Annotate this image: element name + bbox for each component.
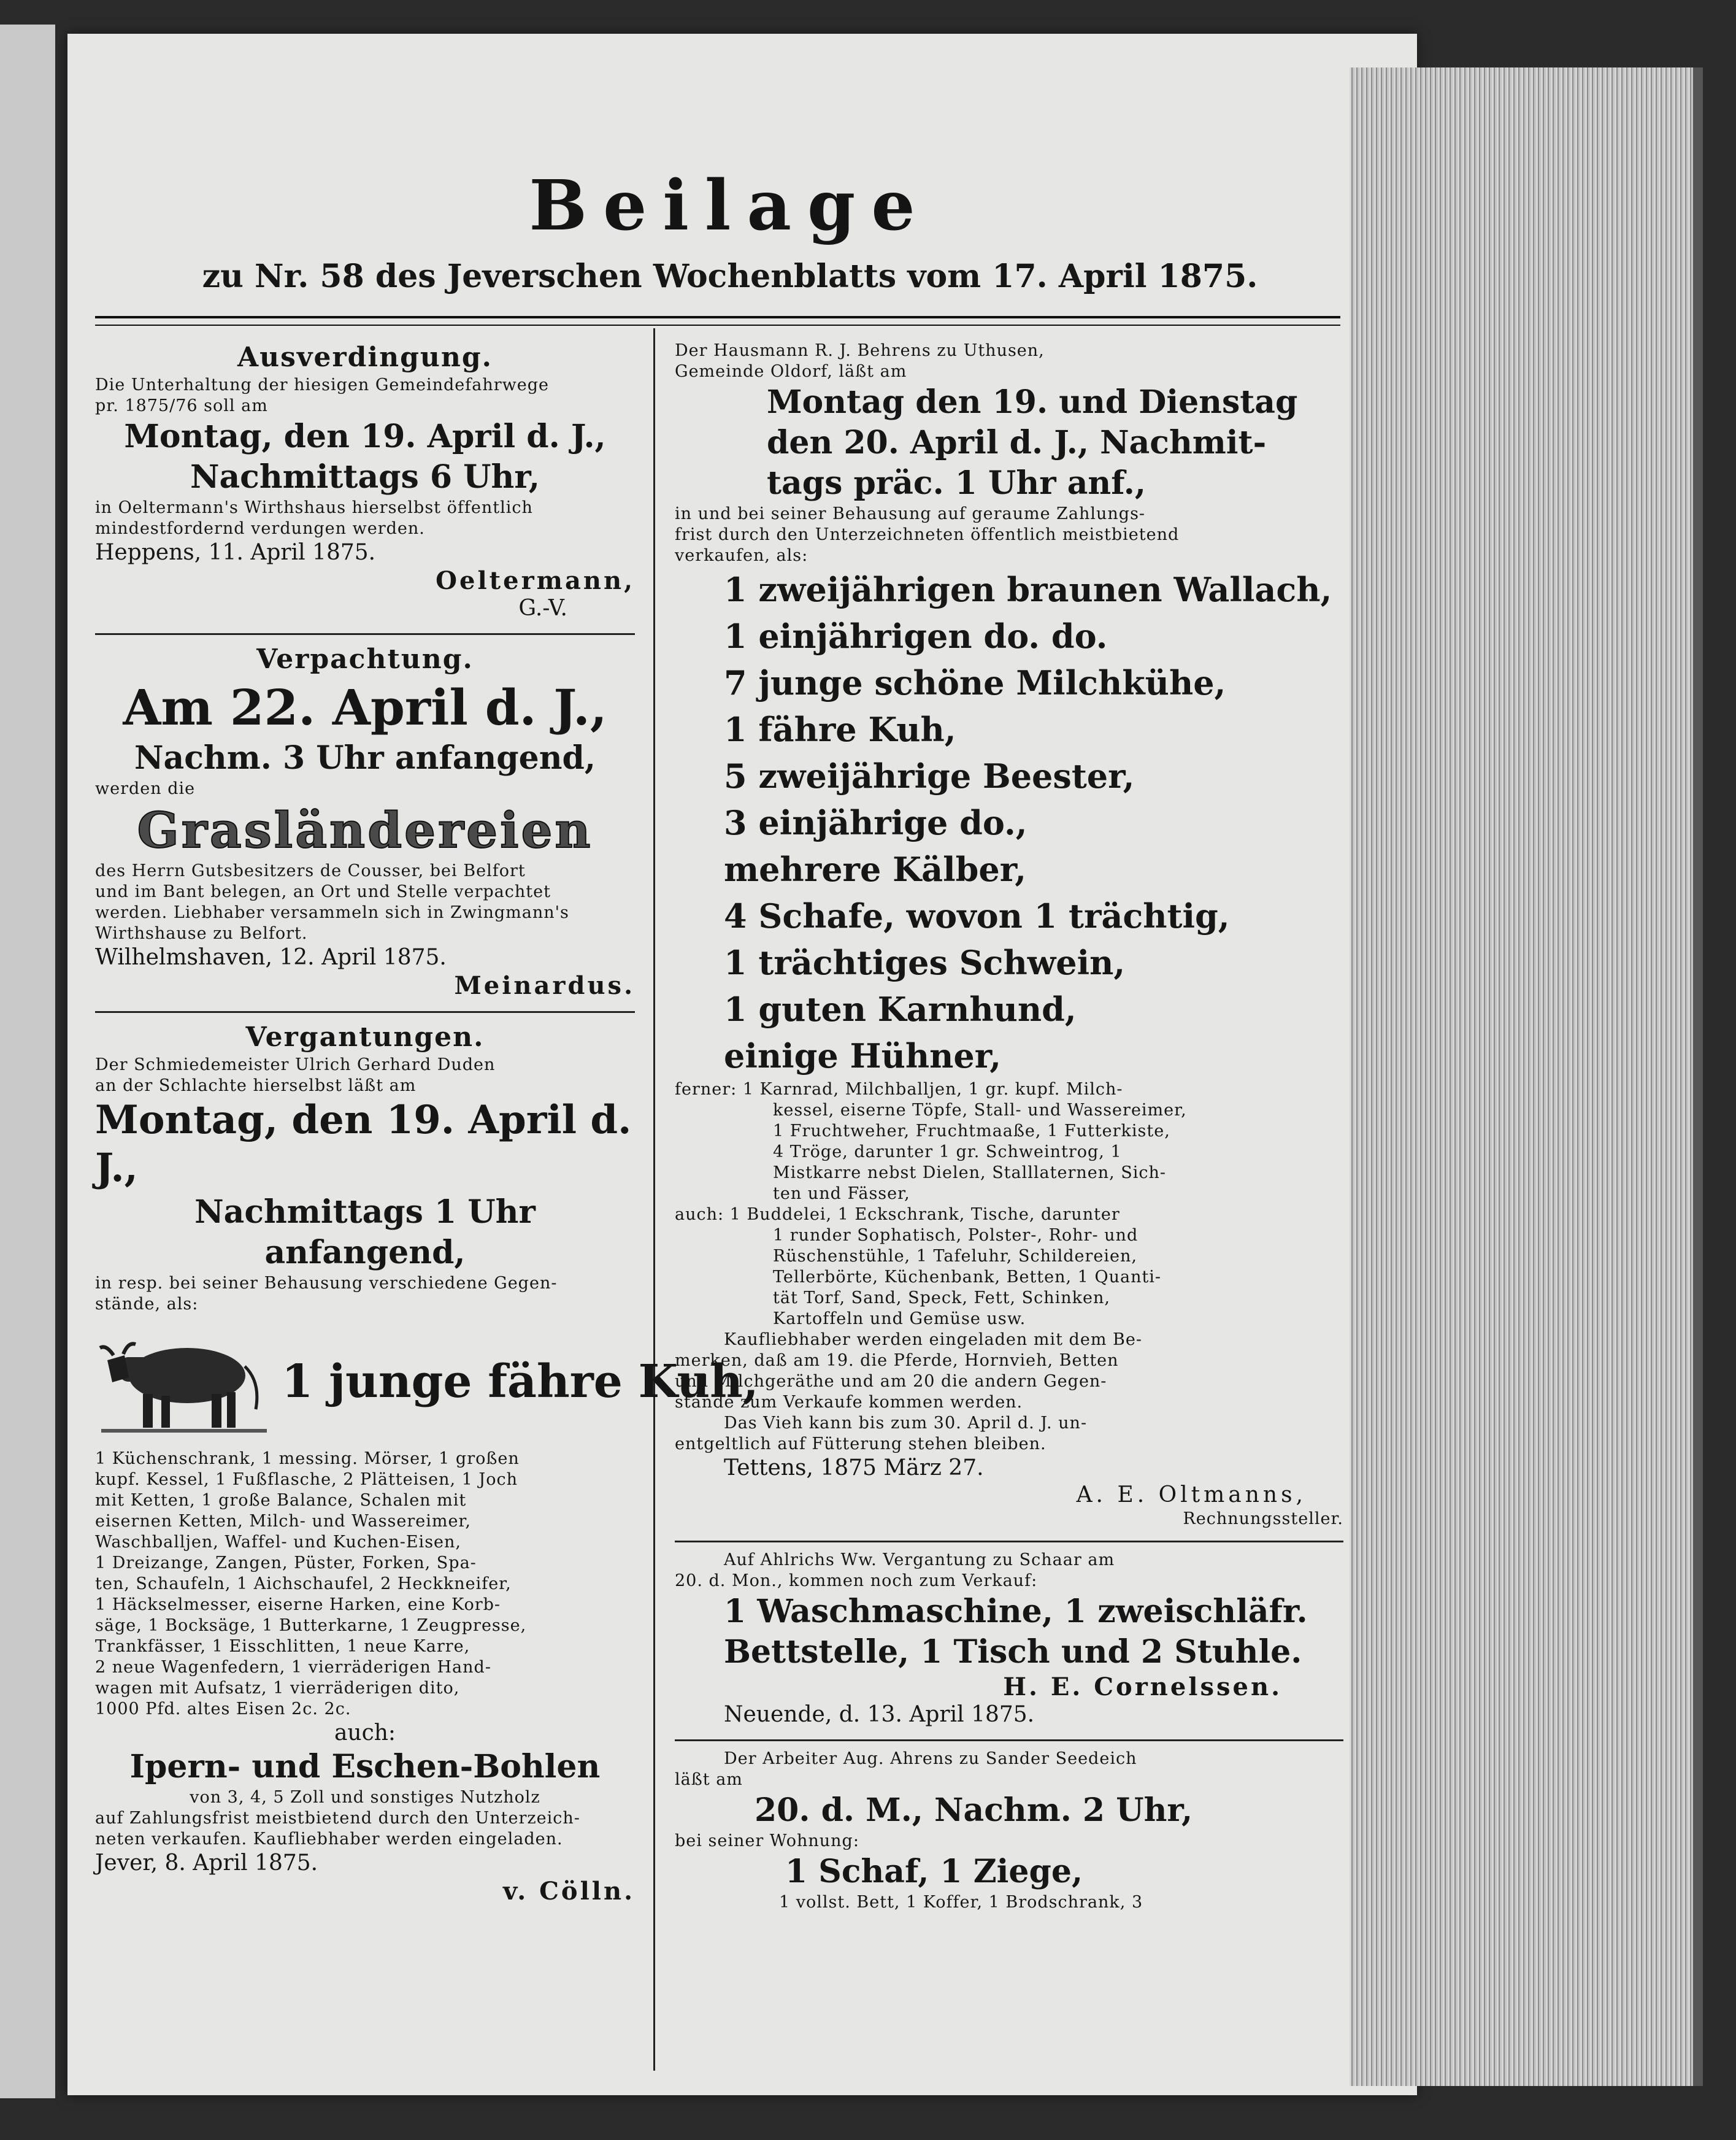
ad-text: in resp. bei seiner Behausung verschiedene Gegen- — [95, 1274, 558, 1293]
ad-text: Auf Ahlrichs Ww. Vergantung zu Schaar am — [724, 1550, 1115, 1569]
masthead-subtitle: zu Nr. 58 des Jeverschen Wochenblatts vom 17. April 1875. — [202, 258, 1258, 295]
list-item: 7 junge schöne Milchkühe, — [724, 663, 1226, 702]
ad-text: ferner: 1 Karnrad, Milchballjen, 1 gr. kupf. Milch- — [675, 1080, 1123, 1099]
section-rule — [675, 1739, 1343, 1741]
ad-text: pr. 1875/76 soll am — [95, 396, 268, 415]
list-item: 4 Schafe, wovon 1 trächtig, — [724, 896, 1230, 936]
ad-text: neten verkaufen. Kaufliebhaber werden eingeladen. — [95, 1830, 563, 1849]
ad-text: Rüschenstühle, 1 Tafeluhr, Schildereien, — [773, 1247, 1137, 1266]
ad-text: Die Unterhaltung der hiesigen Gemeindefahrwege — [95, 375, 549, 395]
ad-time: Nachmittags 1 Uhr anfangend, — [194, 1193, 536, 1271]
ad-text: Das Vieh kann bis zum 30. April d. J. un- — [724, 1414, 1088, 1433]
ad-behrens — [675, 341, 1343, 1530]
ad-headline: 1 Waschmaschine, 1 zweischläfr. — [724, 1593, 1308, 1630]
ad-title: Vergantungen. — [245, 1022, 485, 1053]
ad-text: merken, daß am 19. die Pferde, Hornvieh, Betten — [675, 1351, 1119, 1370]
section-rule — [675, 1541, 1343, 1542]
list-item: einige Hühner, — [724, 1036, 1002, 1076]
ad-text: verkaufen, als: — [675, 546, 808, 565]
livestock-list — [675, 566, 1343, 1079]
ad-headline: Ipern- und Eschen-Bohlen — [129, 1748, 601, 1785]
ad-text: an der Schlachte hierselbst läßt am — [95, 1076, 417, 1095]
ad-text: Trankfässer, 1 Eisschlitten, 1 neue Karre, — [95, 1637, 470, 1656]
ad-text: werden die — [95, 779, 196, 798]
ad-text: 20. d. Mon., kommen noch zum Verkauf: — [675, 1571, 1038, 1590]
ad-text: Mistkarre nebst Dielen, Stalllaternen, Sich- — [773, 1163, 1167, 1182]
ad-text: frist durch den Unterzeichneten öffentlich meistbietend — [675, 525, 1180, 544]
ad-text: Kaufliebhaber werden eingeladen mit dem Be- — [724, 1330, 1142, 1349]
ad-place-date: Neuende, d. 13. April 1875. — [724, 1702, 1035, 1727]
ad-vergantungen — [95, 1020, 759, 1906]
ad-text: des Herrn Gutsbesitzers de Cousser, bei Belfort — [95, 861, 526, 880]
ad-signature: A. E. Oltmanns, — [1076, 1482, 1307, 1507]
ad-text: Der Arbeiter Aug. Ahrens zu Sander Seedeich — [724, 1749, 1137, 1768]
ad-text: 1 Fruchtweher, Fruchtmaaße, 1 Futterkiste, — [773, 1122, 1170, 1141]
ad-date: Montag, den 19. April d. J., — [95, 1097, 632, 1191]
ad-date: Montag, den 19. April d. J., — [124, 418, 606, 455]
ad-text: entgeltlich auf Fütterung stehen bleiben. — [675, 1434, 1047, 1453]
ad-signature-title: Rechnungssteller. — [1183, 1509, 1343, 1528]
ad-text: und Milchgeräthe und am 20 die andern Gegen- — [675, 1372, 1107, 1391]
list-item: 1 fähre Kuh, — [724, 710, 956, 749]
ad-text: 1 runder Sophatisch, Polster-, Rohr- und — [773, 1226, 1139, 1245]
list-item: 1 einjährigen do. do. — [724, 617, 1108, 656]
ad-text: ten und Fässer, — [773, 1184, 910, 1203]
ad-text: auch: — [334, 1720, 396, 1745]
ad-signature: Oeltermann, — [436, 566, 635, 595]
ad-text: auf Zahlungsfrist meistbietend durch den Unterzeich- — [95, 1809, 580, 1828]
section-rule — [95, 633, 635, 635]
ad-text: stände, als: — [95, 1295, 199, 1314]
ad-text: tät Torf, Sand, Speck, Fett, Schinken, — [773, 1288, 1110, 1307]
ad-ausverdingung — [95, 341, 635, 622]
ad-text: 1 Dreizange, Zangen, Püster, Forken, Spa- — [95, 1553, 477, 1572]
ad-ahlrichs — [675, 1550, 1343, 1728]
ad-text: 1 Küchenschrank, 1 messing. Mörser, 1 großen — [95, 1449, 520, 1468]
ad-title: Ausverdingung. — [237, 342, 493, 373]
ad-text: Der Schmiedemeister Ulrich Gerhard Duden — [95, 1055, 496, 1074]
book-page-edges — [1350, 67, 1703, 2086]
ad-place-date: Heppens, 11. April 1875. — [95, 540, 376, 565]
ad-signature: Meinardus. — [454, 971, 635, 1000]
list-item: 3 einjährige do., — [724, 803, 1027, 842]
ad-date: Am 22. April d. J., — [123, 679, 607, 736]
newspaper-page — [67, 34, 1417, 2095]
ad-time: Nachmittags 6 Uhr, — [190, 458, 540, 496]
list-item: mehrere Kälber, — [724, 850, 1027, 889]
ad-date: den 20. April d. J., Nachmit- — [767, 424, 1267, 461]
ad-text: eisernen Ketten, Milch- und Wassereimer, — [95, 1512, 471, 1531]
ad-text: 1 Häckselmesser, eiserne Harken, eine Korb- — [95, 1595, 501, 1614]
ad-text: stände zum Verkaufe kommen werden. — [675, 1393, 1023, 1412]
masthead-title: Beilage — [529, 166, 931, 246]
ad-headline: Grasländereien — [137, 801, 593, 859]
ad-text: Der Hausmann R. J. Behrens zu Uthusen, — [675, 341, 1045, 360]
ad-headline: Bettstelle, 1 Tisch und 2 Stuhle. — [724, 1633, 1302, 1671]
cow-illustration-row — [95, 1323, 759, 1440]
ad-text: läßt am — [675, 1770, 743, 1789]
ad-text: bei seiner Wohnung: — [675, 1831, 859, 1850]
ad-text: in Oeltermann's Wirthshaus hierselbst öffentlich — [95, 498, 533, 517]
ad-signature: v. Cölln. — [503, 1877, 635, 1906]
list-item: 1 zweijährigen braunen Wallach, — [724, 570, 1332, 609]
right-column — [675, 341, 1343, 1913]
ad-headline: 1 junge fähre Kuh, — [282, 1355, 759, 1408]
ad-date: 20. d. M., Nachm. 2 Uhr, — [755, 1792, 1193, 1829]
ad-text: auch: 1 Buddelei, 1 Eckschrank, Tische, darunter — [675, 1205, 1120, 1224]
ad-place-date: Wilhelmshaven, 12. April 1875. — [95, 945, 447, 970]
ad-text: mindestfordernd verdungen werden. — [95, 519, 425, 538]
ad-date: Montag den 19. und Dienstag — [767, 383, 1298, 421]
ad-text: Wirthshause zu Belfort. — [95, 924, 308, 943]
ad-text: 1 vollst. Bett, 1 Koffer, 1 Brodschrank, 3 — [779, 1893, 1143, 1912]
ad-signature: H. E. Cornelssen. — [1003, 1672, 1282, 1701]
ad-text: ten, Schaufeln, 1 Aichschaufel, 2 Heckkneifer, — [95, 1574, 512, 1593]
ad-text: Kartoffeln und Gemüse usw. — [773, 1309, 1026, 1328]
list-item: 5 zweijährige Beester, — [724, 756, 1135, 796]
ad-text: Waschballjen, Waffel- und Kuchen-Eisen, — [95, 1533, 461, 1552]
ad-text: Tellerbörte, Küchenbank, Betten, 1 Quanti- — [773, 1268, 1162, 1287]
ad-text: Gemeinde Oldorf, läßt am — [675, 362, 907, 381]
ad-time: tags präc. 1 Uhr anf., — [767, 464, 1146, 502]
list-item: 1 guten Karnhund, — [724, 990, 1077, 1029]
ad-title: Verpachtung. — [256, 644, 474, 675]
ad-text: 4 Tröge, darunter 1 gr. Schweintrog, 1 — [773, 1142, 1122, 1161]
ad-text: in und bei seiner Behausung auf geraume Zahlungs- — [675, 504, 1146, 523]
ad-text: 1000 Pfd. altes Eisen 2c. 2c. — [95, 1699, 351, 1719]
ad-place-date: Jever, 8. April 1875. — [95, 1850, 318, 1876]
adjacent-page-edge — [0, 25, 55, 2098]
ad-headline: 1 Schaf, 1 Ziege, — [785, 1853, 1083, 1890]
ad-text: kupf. Kessel, 1 Fußflasche, 2 Plätteisen, 1 Joch — [95, 1470, 518, 1489]
ad-text: und im Bant belegen, an Ort und Stelle verpachtet — [95, 882, 551, 901]
section-rule — [95, 1011, 635, 1013]
ad-signature-title: G.-V. — [518, 596, 567, 621]
ad-text: mit Ketten, 1 große Balance, Schalen mit — [95, 1491, 467, 1510]
header-rule — [95, 316, 1340, 326]
column-divider — [653, 328, 655, 2071]
ad-text: 2 neue Wagenfedern, 1 vierräderigen Hand- — [95, 1658, 491, 1677]
ad-text: werden. Liebhaber versammeln sich in Zwingmann's — [95, 903, 569, 922]
ad-ahrens — [675, 1749, 1343, 1913]
ad-text: kessel, eiserne Töpfe, Stall- und Wassereimer, — [773, 1101, 1187, 1120]
ad-text: wagen mit Aufsatz, 1 vierräderigen dito, — [95, 1679, 460, 1698]
ad-text: säge, 1 Bocksäge, 1 Butterkarne, 1 Zeugpresse, — [95, 1616, 527, 1635]
cow-icon — [95, 1323, 273, 1440]
ad-text: von 3, 4, 5 Zoll und sonstiges Nutzholz — [190, 1788, 540, 1807]
ad-time: Nachm. 3 Uhr anfangend, — [134, 739, 596, 777]
ad-verpachtung — [95, 642, 635, 1000]
ad-place-date: Tettens, 1875 März 27. — [724, 1455, 984, 1480]
list-item: 1 trächtiges Schwein, — [724, 943, 1126, 982]
